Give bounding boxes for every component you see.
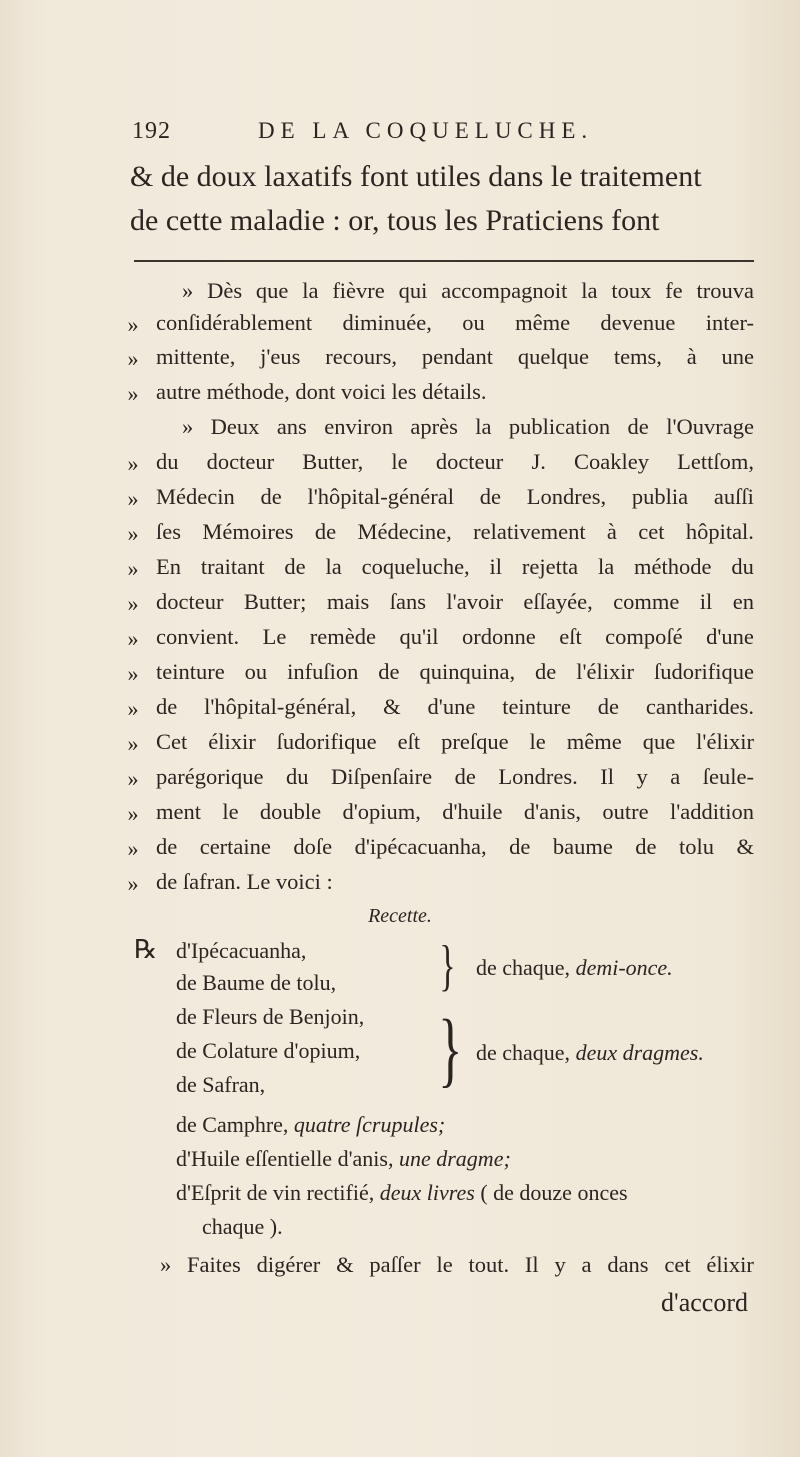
quote-line: Cet élixir ſudorifique eſt preſque le même que l'élixir (156, 729, 754, 754)
recipe-ingredient: de Safran, (176, 1072, 266, 1097)
recipe-line-camphre (176, 1112, 445, 1138)
quote-line: de l'hôpital-général, & d'une teinture de cantharides. (156, 694, 754, 719)
quote-line: » Dès que la fièvre qui accompagnoit la toux fe trouva (182, 278, 754, 303)
quote-mark: » (127, 591, 139, 616)
quantity-value: deux dragmes. (575, 1040, 704, 1065)
quote-line: parégorique du Diſpenſaire de Londres. Il y a ſeule- (156, 764, 754, 789)
brace-icon: } (438, 1003, 463, 1096)
ingredient-quantity: deux livres (379, 1180, 475, 1205)
quote-line: autre méthode, dont voici les détails. (156, 379, 487, 404)
quote-mark: » (127, 801, 139, 826)
ingredient-quantity: quatre ſcrupules; (293, 1112, 446, 1137)
ingredient-name: d'Eſprit de vin rectifié, (176, 1180, 375, 1205)
quote-mark: » (127, 521, 139, 546)
quantity-value: demi-once. (575, 955, 673, 980)
quote-line: conſidérablement diminuée, ou même devenue inter- (156, 310, 754, 335)
quote-line: ment le double d'opium, d'huile d'anis, outre l'addition (156, 799, 754, 824)
brace-icon: } (439, 935, 456, 997)
quote-line: ſes Mémoires de Médecine, relativement à cet hôpital. (156, 519, 754, 544)
quote-line: » Faites digérer & paſſer le tout. Il y a dans cet élixir (160, 1252, 754, 1277)
recipe-ingredient: d'Ipécacuanha, (176, 938, 307, 963)
running-head: DE LA COQUELUCHE. (258, 118, 594, 143)
quote-line: teinture ou infuſion de quinquina, de l'élixir ſudorifique (156, 659, 754, 684)
quote-mark: » (127, 486, 139, 511)
section-rule (134, 260, 754, 262)
quote-mark: » (127, 766, 139, 791)
body-text-line: & de doux laxatifs font utiles dans le traitement (130, 160, 702, 193)
quote-mark: » (127, 696, 139, 721)
quote-line: » Deux ans environ après la publication de l'Ouvrage (182, 414, 754, 439)
recipe-line-esprit (176, 1180, 628, 1206)
quote-line: du docteur Butter, le docteur J. Coakley Lettſom, (156, 449, 754, 474)
recipe-ingredient: de Fleurs de Benjoin, (176, 1004, 365, 1029)
ingredient-note: ( de douze onces (480, 1180, 628, 1205)
quote-mark: » (127, 731, 139, 756)
quote-line: En traitant de la coqueluche, il rejetta la méthode du (156, 554, 754, 579)
quantity-prefix: de chaque, (476, 955, 571, 980)
quote-mark: » (127, 661, 139, 686)
quote-mark: » (127, 836, 139, 861)
rx-symbol: ℞ (134, 935, 158, 964)
quote-line: Médecin de l'hôpital-général de Londres, publia auſſi (156, 484, 754, 509)
body-text-line: de cette maladie : or, tous les Praticiens font (130, 204, 660, 237)
quote-line: de certaine doſe d'ipécacuanha, de baume de tolu & (156, 834, 754, 859)
page-number: 192 (132, 118, 171, 144)
catchword: d'accord (661, 1288, 748, 1317)
quote-mark: » (127, 381, 139, 406)
recipe-line-esprit-cont: chaque ). (202, 1214, 283, 1239)
quote-mark: » (127, 451, 139, 476)
recipe-ingredient: de Baume de tolu, (176, 970, 337, 995)
quote-mark: » (127, 312, 139, 337)
quantity-prefix: de chaque, (476, 1040, 571, 1065)
quote-line: mittente, j'eus recours, pendant quelque tems, à une (156, 344, 754, 369)
quote-line: docteur Butter; mais ſans l'avoir eſſayée, comme il en (156, 589, 754, 614)
ingredient-name: d'Huile eſſentielle d'anis, (176, 1146, 394, 1171)
recipe-quantity-group1 (476, 955, 673, 981)
quote-mark: » (127, 346, 139, 371)
page-header (132, 118, 760, 154)
recipe-line-huile (176, 1146, 511, 1172)
recipe-ingredient: de Colature d'opium, (176, 1038, 361, 1063)
quote-mark: » (127, 626, 139, 651)
quote-line: convient. Le remède qu'il ordonne eſt compoſé d'une (156, 624, 754, 649)
quote-line: de ſafran. Le voici : (156, 869, 333, 894)
ingredient-quantity: une dragme; (398, 1146, 511, 1171)
quote-mark: » (127, 871, 139, 896)
ingredient-name: de Camphre, (176, 1112, 289, 1137)
recipe-title: Recette. (368, 905, 432, 927)
recipe-quantity-group2 (476, 1040, 704, 1066)
quote-mark: » (127, 556, 139, 581)
